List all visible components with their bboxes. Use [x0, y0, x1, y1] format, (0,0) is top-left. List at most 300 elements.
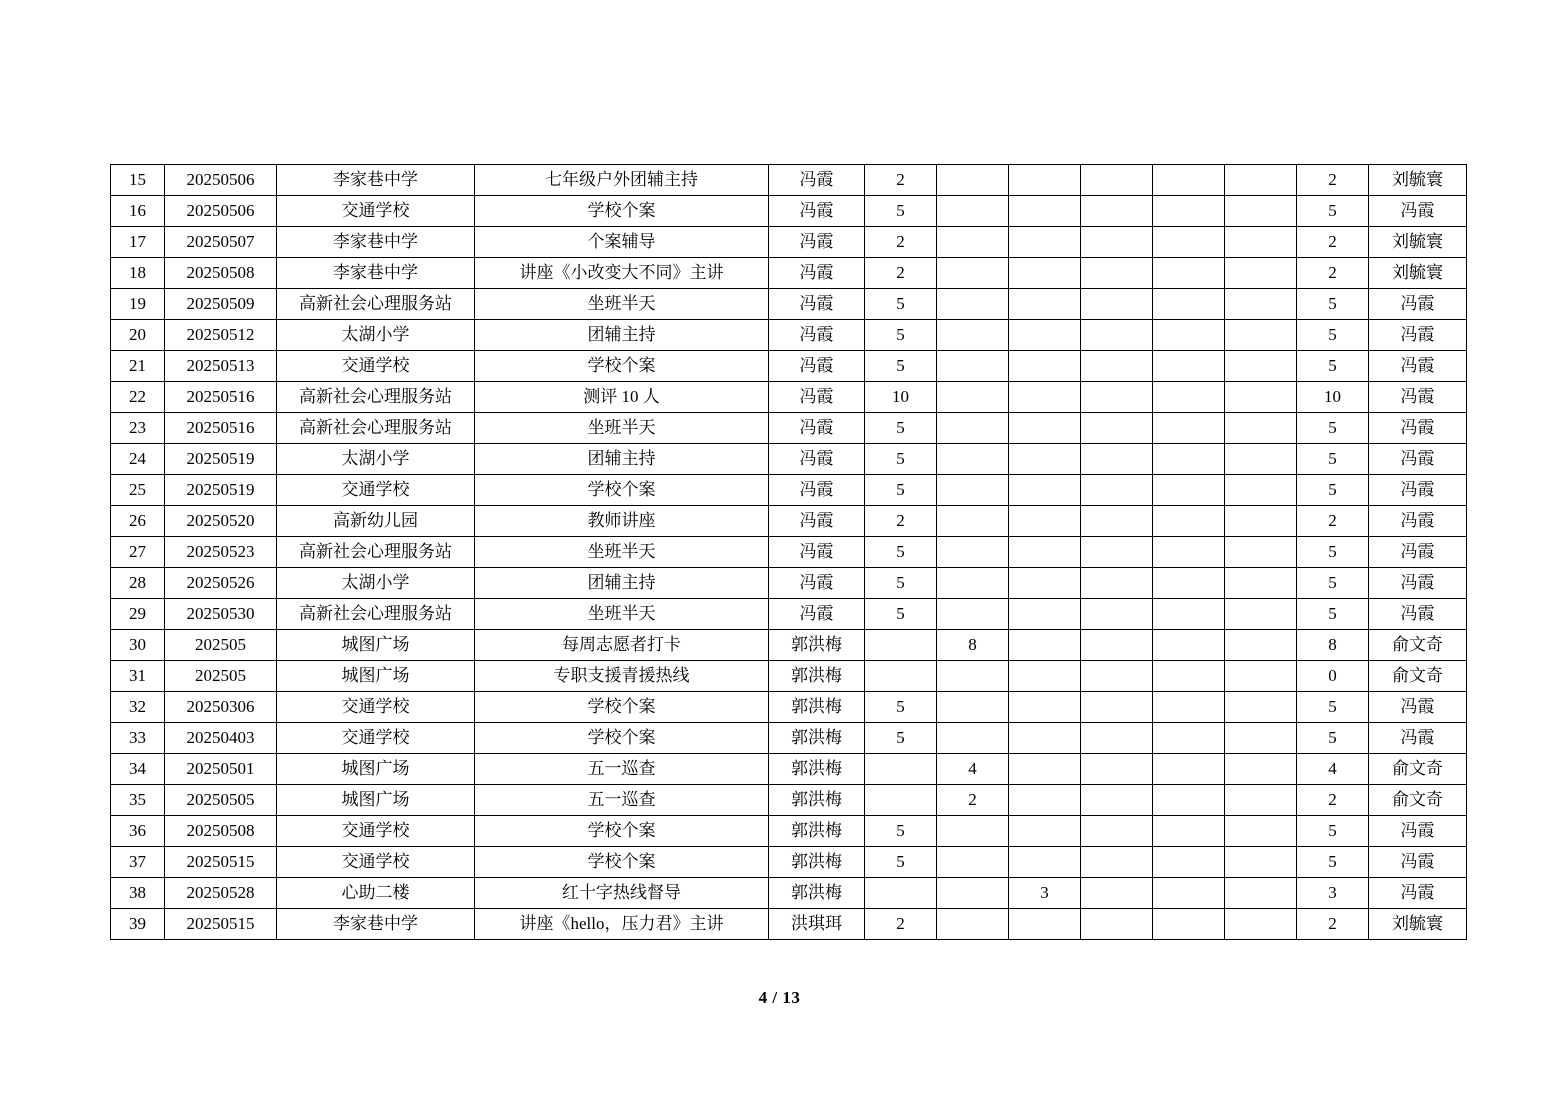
row-hours-d [1081, 227, 1153, 258]
row-place: 李家巷中学 [277, 258, 475, 289]
row-total: 10 [1297, 382, 1369, 413]
row-person: 郭洪梅 [769, 630, 865, 661]
row-hours-d [1081, 413, 1153, 444]
row-date: 20250506 [165, 165, 277, 196]
row-item: 坐班半天 [475, 289, 769, 320]
row-total: 2 [1297, 785, 1369, 816]
row-total: 5 [1297, 351, 1369, 382]
row-hours-a: 5 [865, 816, 937, 847]
row-hours-e [1153, 847, 1225, 878]
row-hours-c [1009, 568, 1081, 599]
row-date: 20250523 [165, 537, 277, 568]
row-hours-f [1225, 661, 1297, 692]
row-checker: 俞文奇 [1369, 630, 1467, 661]
row-place: 心助二楼 [277, 878, 475, 909]
row-total: 0 [1297, 661, 1369, 692]
table-row [111, 723, 1467, 754]
row-hours-c [1009, 258, 1081, 289]
row-hours-b [937, 165, 1009, 196]
row-date: 20250515 [165, 847, 277, 878]
row-hours-b [937, 816, 1009, 847]
row-total: 5 [1297, 723, 1369, 754]
row-index: 30 [111, 630, 165, 661]
row-index: 19 [111, 289, 165, 320]
row-hours-e [1153, 537, 1225, 568]
row-hours-d [1081, 444, 1153, 475]
row-index: 21 [111, 351, 165, 382]
row-checker: 俞文奇 [1369, 754, 1467, 785]
row-place: 高新社会心理服务站 [277, 537, 475, 568]
row-total: 2 [1297, 506, 1369, 537]
row-checker: 冯霞 [1369, 537, 1467, 568]
row-index: 18 [111, 258, 165, 289]
row-date: 202505 [165, 630, 277, 661]
row-hours-d [1081, 568, 1153, 599]
row-item: 讲座《小改变大不同》主讲 [475, 258, 769, 289]
row-date: 20250513 [165, 351, 277, 382]
row-checker: 冯霞 [1369, 506, 1467, 537]
row-item: 个案辅导 [475, 227, 769, 258]
row-hours-b: 4 [937, 754, 1009, 785]
table-row [111, 351, 1467, 382]
table-row [111, 692, 1467, 723]
row-total: 5 [1297, 599, 1369, 630]
row-hours-c [1009, 506, 1081, 537]
row-hours-d [1081, 258, 1153, 289]
row-hours-a [865, 754, 937, 785]
row-hours-c [1009, 785, 1081, 816]
row-hours-c [1009, 692, 1081, 723]
activity-log-table [110, 164, 1467, 940]
row-hours-a: 5 [865, 537, 937, 568]
row-place: 交通学校 [277, 847, 475, 878]
row-hours-e [1153, 320, 1225, 351]
row-place: 高新社会心理服务站 [277, 382, 475, 413]
row-date: 20250520 [165, 506, 277, 537]
row-item: 五一巡查 [475, 785, 769, 816]
row-hours-d [1081, 382, 1153, 413]
row-index: 35 [111, 785, 165, 816]
row-person: 冯霞 [769, 351, 865, 382]
row-item: 专职支援青援热线 [475, 661, 769, 692]
row-hours-d [1081, 289, 1153, 320]
row-date: 20250506 [165, 196, 277, 227]
row-date: 20250508 [165, 816, 277, 847]
row-hours-a: 2 [865, 909, 937, 940]
row-person: 郭洪梅 [769, 661, 865, 692]
row-hours-f [1225, 444, 1297, 475]
row-place: 李家巷中学 [277, 909, 475, 940]
row-person: 冯霞 [769, 382, 865, 413]
row-checker: 冯霞 [1369, 289, 1467, 320]
row-hours-d [1081, 320, 1153, 351]
row-total: 5 [1297, 196, 1369, 227]
row-date: 20250519 [165, 444, 277, 475]
row-person: 郭洪梅 [769, 816, 865, 847]
row-hours-c [1009, 661, 1081, 692]
row-place: 城图广场 [277, 661, 475, 692]
row-total: 5 [1297, 537, 1369, 568]
row-place: 太湖小学 [277, 444, 475, 475]
row-hours-c [1009, 196, 1081, 227]
row-hours-b [937, 382, 1009, 413]
row-person: 冯霞 [769, 475, 865, 506]
row-hours-b [937, 599, 1009, 630]
row-hours-b [937, 506, 1009, 537]
row-index: 22 [111, 382, 165, 413]
row-hours-f [1225, 320, 1297, 351]
row-hours-f [1225, 692, 1297, 723]
row-hours-b [937, 320, 1009, 351]
row-item: 学校个案 [475, 196, 769, 227]
table-row [111, 165, 1467, 196]
row-hours-c [1009, 413, 1081, 444]
row-hours-a: 5 [865, 847, 937, 878]
row-item: 测评 10 人 [475, 382, 769, 413]
table-row [111, 475, 1467, 506]
table-row [111, 506, 1467, 537]
row-item: 学校个案 [475, 475, 769, 506]
row-hours-b [937, 661, 1009, 692]
row-total: 8 [1297, 630, 1369, 661]
row-hours-d [1081, 847, 1153, 878]
row-hours-d [1081, 909, 1153, 940]
row-hours-e [1153, 599, 1225, 630]
row-hours-c [1009, 754, 1081, 785]
row-hours-f [1225, 537, 1297, 568]
row-checker: 刘毓寰 [1369, 258, 1467, 289]
row-total: 2 [1297, 227, 1369, 258]
row-place: 李家巷中学 [277, 165, 475, 196]
row-item: 坐班半天 [475, 413, 769, 444]
row-checker: 刘毓寰 [1369, 227, 1467, 258]
row-hours-d [1081, 661, 1153, 692]
row-hours-c [1009, 320, 1081, 351]
row-total: 5 [1297, 816, 1369, 847]
row-index: 15 [111, 165, 165, 196]
row-person: 郭洪梅 [769, 785, 865, 816]
row-hours-d [1081, 878, 1153, 909]
row-hours-b [937, 351, 1009, 382]
row-hours-e [1153, 568, 1225, 599]
row-hours-f [1225, 382, 1297, 413]
row-hours-c [1009, 537, 1081, 568]
row-item: 学校个案 [475, 351, 769, 382]
row-total: 4 [1297, 754, 1369, 785]
row-hours-a: 5 [865, 723, 937, 754]
row-total: 5 [1297, 413, 1369, 444]
row-place: 交通学校 [277, 816, 475, 847]
table-row [111, 196, 1467, 227]
row-item: 学校个案 [475, 723, 769, 754]
row-item: 学校个案 [475, 847, 769, 878]
row-place: 交通学校 [277, 351, 475, 382]
table-row [111, 630, 1467, 661]
row-person: 冯霞 [769, 289, 865, 320]
table-row [111, 878, 1467, 909]
row-item: 团辅主持 [475, 568, 769, 599]
row-hours-e [1153, 785, 1225, 816]
row-hours-c [1009, 382, 1081, 413]
row-hours-d [1081, 196, 1153, 227]
row-total: 5 [1297, 289, 1369, 320]
row-hours-f [1225, 227, 1297, 258]
row-checker: 冯霞 [1369, 320, 1467, 351]
row-hours-d [1081, 816, 1153, 847]
row-hours-b [937, 847, 1009, 878]
row-person: 冯霞 [769, 258, 865, 289]
row-place: 高新社会心理服务站 [277, 599, 475, 630]
row-hours-b [937, 289, 1009, 320]
row-hours-f [1225, 847, 1297, 878]
table-row [111, 413, 1467, 444]
row-hours-e [1153, 723, 1225, 754]
table-row [111, 258, 1467, 289]
row-index: 20 [111, 320, 165, 351]
row-hours-c [1009, 847, 1081, 878]
row-total: 5 [1297, 320, 1369, 351]
table-row [111, 537, 1467, 568]
row-index: 33 [111, 723, 165, 754]
row-hours-a: 2 [865, 506, 937, 537]
row-hours-c [1009, 909, 1081, 940]
row-person: 冯霞 [769, 599, 865, 630]
row-hours-a [865, 661, 937, 692]
row-hours-a: 10 [865, 382, 937, 413]
row-hours-a: 5 [865, 289, 937, 320]
table-row [111, 754, 1467, 785]
row-item: 团辅主持 [475, 320, 769, 351]
row-hours-f [1225, 909, 1297, 940]
row-total: 2 [1297, 909, 1369, 940]
row-checker: 冯霞 [1369, 599, 1467, 630]
row-checker: 冯霞 [1369, 413, 1467, 444]
row-date: 20250306 [165, 692, 277, 723]
row-hours-c [1009, 630, 1081, 661]
row-hours-a: 5 [865, 320, 937, 351]
table-row [111, 382, 1467, 413]
row-date: 20250509 [165, 289, 277, 320]
row-total: 5 [1297, 847, 1369, 878]
row-hours-f [1225, 878, 1297, 909]
row-date: 20250530 [165, 599, 277, 630]
row-hours-d [1081, 723, 1153, 754]
row-person: 郭洪梅 [769, 878, 865, 909]
row-index: 16 [111, 196, 165, 227]
row-item: 五一巡查 [475, 754, 769, 785]
row-checker: 刘毓寰 [1369, 909, 1467, 940]
row-hours-d [1081, 754, 1153, 785]
row-hours-c [1009, 599, 1081, 630]
row-checker: 冯霞 [1369, 475, 1467, 506]
row-hours-e [1153, 754, 1225, 785]
row-person: 郭洪梅 [769, 692, 865, 723]
row-hours-c [1009, 723, 1081, 754]
row-person: 郭洪梅 [769, 847, 865, 878]
row-date: 20250515 [165, 909, 277, 940]
row-hours-b: 2 [937, 785, 1009, 816]
row-hours-e [1153, 692, 1225, 723]
row-date: 20250519 [165, 475, 277, 506]
row-item: 每周志愿者打卡 [475, 630, 769, 661]
row-hours-b [937, 878, 1009, 909]
row-index: 36 [111, 816, 165, 847]
row-date: 20250501 [165, 754, 277, 785]
row-index: 39 [111, 909, 165, 940]
row-person: 冯霞 [769, 413, 865, 444]
row-hours-d [1081, 692, 1153, 723]
table-row [111, 909, 1467, 940]
table-row [111, 227, 1467, 258]
page-number: 4 / 13 [758, 988, 801, 1007]
row-hours-b [937, 196, 1009, 227]
row-hours-f [1225, 196, 1297, 227]
row-date: 20250526 [165, 568, 277, 599]
row-hours-f [1225, 754, 1297, 785]
row-hours-f [1225, 568, 1297, 599]
row-hours-d [1081, 785, 1153, 816]
row-item: 讲座《hello，压力君》主讲 [475, 909, 769, 940]
row-checker: 冯霞 [1369, 444, 1467, 475]
row-hours-f [1225, 816, 1297, 847]
row-index: 34 [111, 754, 165, 785]
table-row [111, 847, 1467, 878]
row-person: 冯霞 [769, 227, 865, 258]
row-hours-b [937, 444, 1009, 475]
row-hours-f [1225, 630, 1297, 661]
row-person: 冯霞 [769, 537, 865, 568]
row-checker: 俞文奇 [1369, 785, 1467, 816]
row-hours-c [1009, 351, 1081, 382]
row-item: 学校个案 [475, 816, 769, 847]
row-hours-a: 5 [865, 413, 937, 444]
row-hours-e [1153, 878, 1225, 909]
row-checker: 冯霞 [1369, 692, 1467, 723]
row-hours-b [937, 258, 1009, 289]
row-person: 冯霞 [769, 444, 865, 475]
row-hours-f [1225, 413, 1297, 444]
row-index: 25 [111, 475, 165, 506]
row-place: 城图广场 [277, 785, 475, 816]
table-row [111, 599, 1467, 630]
row-total: 5 [1297, 444, 1369, 475]
row-hours-c [1009, 165, 1081, 196]
row-hours-c [1009, 444, 1081, 475]
row-hours-f [1225, 475, 1297, 506]
row-hours-e [1153, 816, 1225, 847]
row-date: 20250508 [165, 258, 277, 289]
row-total: 5 [1297, 568, 1369, 599]
row-hours-b [937, 537, 1009, 568]
row-index: 31 [111, 661, 165, 692]
row-date: 20250516 [165, 413, 277, 444]
row-index: 27 [111, 537, 165, 568]
row-date: 202505 [165, 661, 277, 692]
row-hours-e [1153, 413, 1225, 444]
row-hours-a: 5 [865, 692, 937, 723]
row-item: 红十字热线督导 [475, 878, 769, 909]
row-place: 交通学校 [277, 723, 475, 754]
row-date: 20250507 [165, 227, 277, 258]
row-person: 冯霞 [769, 165, 865, 196]
row-item: 七年级户外团辅主持 [475, 165, 769, 196]
row-hours-b [937, 475, 1009, 506]
row-checker: 冯霞 [1369, 568, 1467, 599]
row-hours-a [865, 630, 937, 661]
table-row [111, 785, 1467, 816]
row-hours-d [1081, 599, 1153, 630]
row-index: 17 [111, 227, 165, 258]
row-checker: 冯霞 [1369, 816, 1467, 847]
row-hours-e [1153, 661, 1225, 692]
row-hours-a: 2 [865, 165, 937, 196]
row-hours-a [865, 878, 937, 909]
row-place: 交通学校 [277, 196, 475, 227]
row-index: 29 [111, 599, 165, 630]
row-hours-e [1153, 909, 1225, 940]
row-hours-c: 3 [1009, 878, 1081, 909]
table-row [111, 661, 1467, 692]
row-hours-b [937, 227, 1009, 258]
row-person: 冯霞 [769, 320, 865, 351]
table-row [111, 568, 1467, 599]
row-checker: 冯霞 [1369, 723, 1467, 754]
row-hours-b [937, 692, 1009, 723]
row-hours-a: 5 [865, 351, 937, 382]
row-place: 李家巷中学 [277, 227, 475, 258]
row-hours-c [1009, 475, 1081, 506]
row-index: 38 [111, 878, 165, 909]
row-hours-b [937, 413, 1009, 444]
row-hours-d [1081, 351, 1153, 382]
row-item: 教师讲座 [475, 506, 769, 537]
row-hours-f [1225, 506, 1297, 537]
row-hours-a: 2 [865, 227, 937, 258]
row-person: 冯霞 [769, 568, 865, 599]
row-checker: 刘毓寰 [1369, 165, 1467, 196]
row-person: 冯霞 [769, 506, 865, 537]
row-hours-a: 5 [865, 196, 937, 227]
table-row [111, 320, 1467, 351]
row-hours-e [1153, 382, 1225, 413]
row-item: 团辅主持 [475, 444, 769, 475]
row-date: 20250512 [165, 320, 277, 351]
row-checker: 冯霞 [1369, 847, 1467, 878]
row-index: 26 [111, 506, 165, 537]
row-place: 交通学校 [277, 692, 475, 723]
row-hours-a: 5 [865, 599, 937, 630]
row-hours-f [1225, 289, 1297, 320]
row-checker: 冯霞 [1369, 351, 1467, 382]
row-total: 3 [1297, 878, 1369, 909]
row-place: 太湖小学 [277, 320, 475, 351]
table-row [111, 444, 1467, 475]
row-hours-e [1153, 351, 1225, 382]
row-hours-e [1153, 227, 1225, 258]
row-place: 高新社会心理服务站 [277, 289, 475, 320]
row-item: 坐班半天 [475, 537, 769, 568]
row-hours-a: 5 [865, 444, 937, 475]
row-hours-a: 2 [865, 258, 937, 289]
row-index: 24 [111, 444, 165, 475]
row-date: 20250516 [165, 382, 277, 413]
row-date: 20250528 [165, 878, 277, 909]
row-hours-b [937, 723, 1009, 754]
row-checker: 冯霞 [1369, 878, 1467, 909]
row-date: 20250505 [165, 785, 277, 816]
row-hours-e [1153, 196, 1225, 227]
row-item: 坐班半天 [475, 599, 769, 630]
